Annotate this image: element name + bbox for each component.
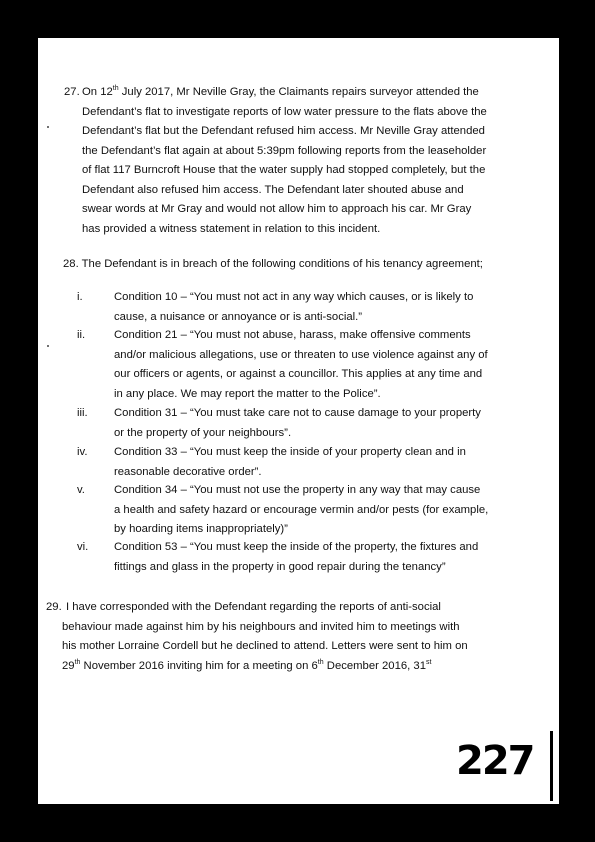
paragraph-28: 28. The Defendant is in breach of the following conditions of his tenancy agreement; [63,258,483,270]
item-line: in any place. We may report the matter to the Police”. [114,387,381,400]
item-line: our officers or agents, or against a councillor. This applies at any time and [114,368,483,380]
item-line: Condition 10 – “You must not act in any way which causes, or is likely to [114,291,474,303]
item-line: Condition 53 – “You must keep the inside of the property, the fixtures and [114,541,479,553]
paragraph-27 [64,83,514,239]
paragraph-number: 27. [64,86,80,98]
condition-item [77,288,514,327]
condition-item [77,326,514,404]
item-line: cause, a nuisance or annoyance or is anti-social.” [114,310,363,323]
paragraph-29 [46,598,514,676]
paragraph-line: of flat 117 Burncroft House that the water supply had stopped completely, but the [82,164,486,176]
paragraph-line: Defendant’s flat to investigate reports of low water pressure to the flats above the [82,105,487,118]
paragraph-line: his mother Lorraine Cordell but he declined to attend. Letters were sent to him on [62,640,468,652]
item-line: reasonable decorative order”. [114,465,262,478]
document-page [38,38,559,804]
scan-speck [47,126,49,128]
item-line: a health and safety hazard or encourage vermin and/or pests (for example, [114,503,489,516]
paragraph-line: Defendant also refused him access. The Defendant later shouted abuse and [82,183,464,196]
condition-item [77,481,514,540]
condition-item [77,443,514,482]
paragraph-line: 29th November 2016 inviting him for a meeting on 6th December 2016, 31st [62,658,432,672]
item-line: by hoarding items inappropriately)” [114,523,288,535]
paragraph-line: the Defendant’s flat again at about 5:39pm following reports from the leaseholder [82,144,487,157]
item-line: Condition 31 – “You must take care not to cause damage to your property [114,407,481,419]
scan-edge-bar [550,731,553,801]
item-line: or the property of your neighbours”. [114,426,292,439]
item-line: Condition 33 – “You must keep the inside of your property clean and in [114,446,466,458]
item-numeral: v. [77,484,85,496]
paragraph-line: On 12th July 2017, Mr Neville Gray, the Claimants repairs surveyor attended the [82,85,479,98]
condition-item [77,404,514,443]
paragraph-line: has provided a witness statement in relation to this incident. [82,222,381,235]
item-numeral: vi. [77,541,89,553]
paragraph-line: behaviour made against him by his neighbours and invited him to meetings with [62,620,460,633]
item-numeral: ii. [77,329,86,341]
item-numeral: iii. [77,407,88,419]
page-number: 227 [456,738,534,784]
paragraph-number: 29. [46,601,62,613]
item-numeral: i. [77,291,83,303]
condition-item [77,538,514,577]
item-line: Condition 34 – “You must not use the property in any way that may cause [114,484,481,496]
item-line: Condition 21 – “You must not abuse, harass, make offensive comments [114,329,471,341]
paragraph-line: I have corresponded with the Defendant regarding the reports of anti-social [66,601,441,613]
item-numeral: iv. [77,446,88,458]
item-line: fittings and glass in the property in good repair during the tenancy” [114,560,446,573]
item-line: and/or malicious allegations, use or threaten to use violence against any of [114,348,488,361]
scan-speck [47,345,49,347]
paragraph-line: swear words at Mr Gray and would not allow him to approach his car. Mr Gray [82,203,472,215]
paragraph-line: Defendant’s flat but the Defendant refused him access. Mr Neville Gray attended [82,125,485,137]
